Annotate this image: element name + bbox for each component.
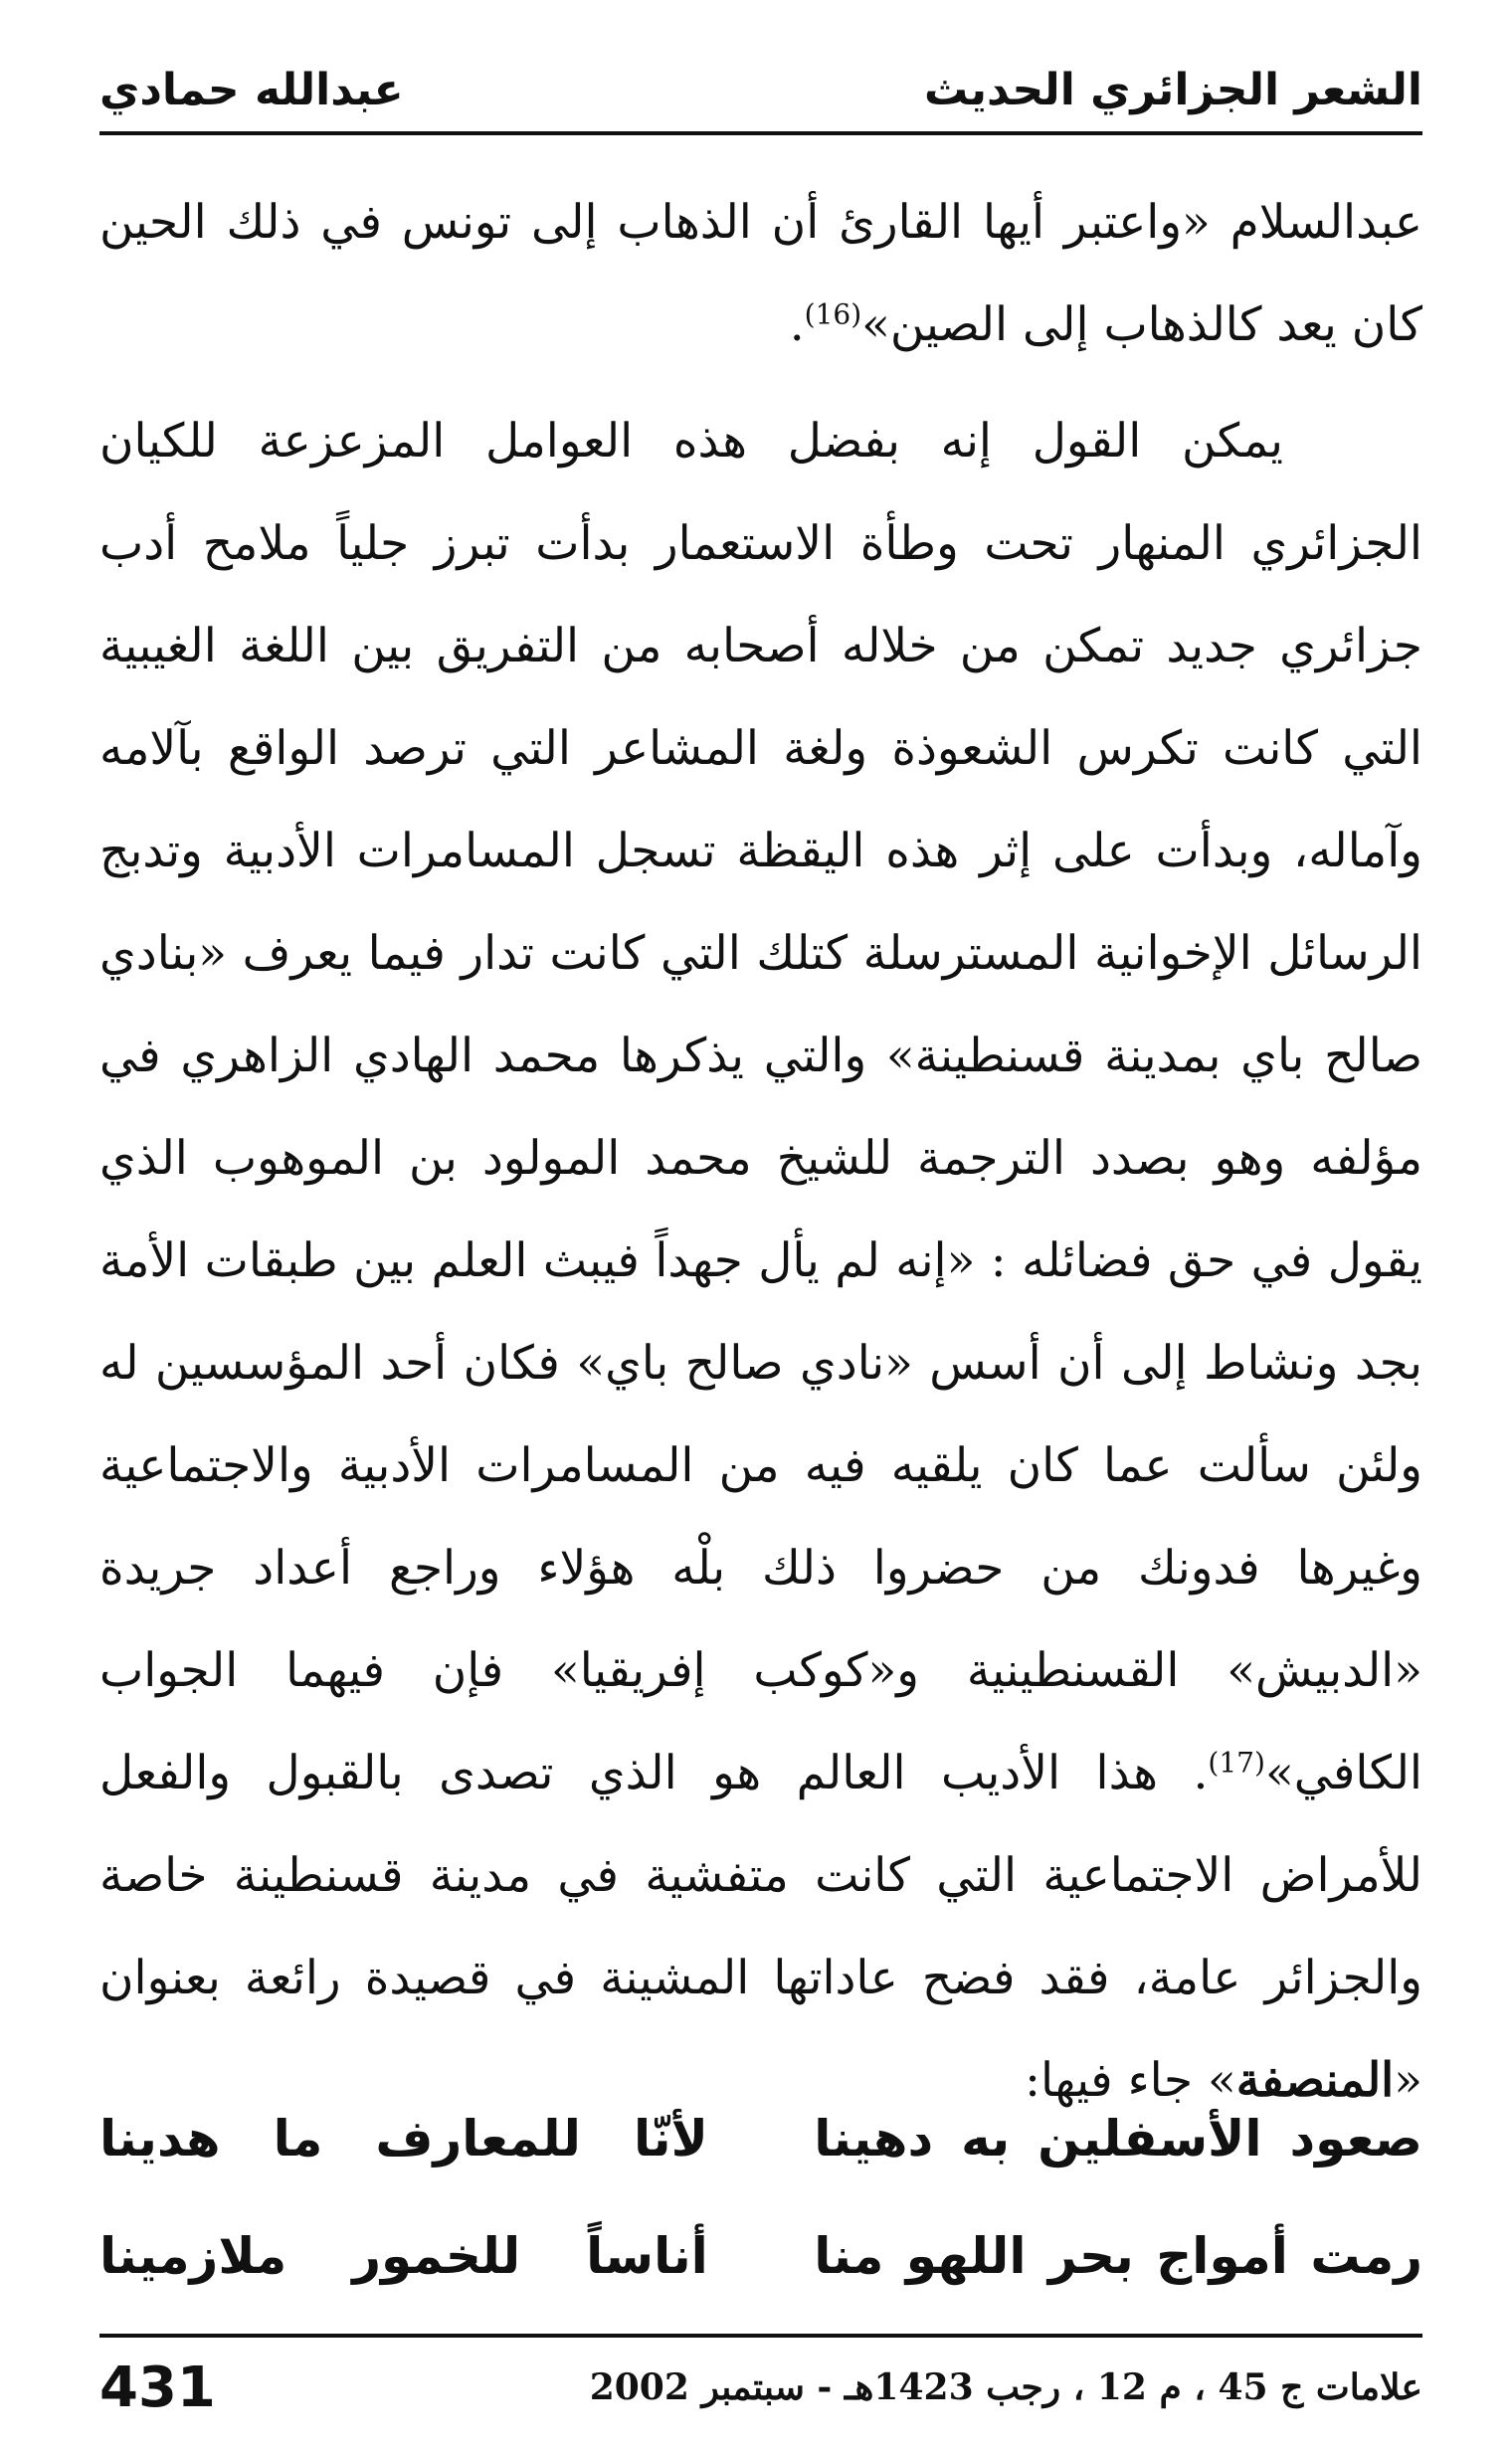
paragraph-2-continuation: . هذا الأديب العالم هو الذي تصدى بالقبول والفعل للأمراض الاجتماعية التي كانت متفشية في مدينة قسنطينة خاصة والجزائر عامة، فقد فضح عاداتها المشينة في قصيدة رائعة بعنوان « <box>99 1746 1422 2108</box>
verse-second-hemistich: أناساً للخمور ملازمينا <box>99 2227 708 2285</box>
page-number: 431 <box>99 2355 216 2420</box>
paragraph-2-end: » جاء فيها: <box>1025 2053 1236 2108</box>
paragraph-2-text: يمكن القول إنه بفضل هذه العوامل المزعزعة للكيان الجزائري المنهار تحت وطأة الاستعمار بدأت تبرز جلياً ملامح أدب جزائري جديد تمكن من خلاله أصحابه من التفريق بين اللغة الغيبية التي كانت تكرس الشعوذة ولغة المشاعر التي ترصد الواقع بآلامه وآماله، وبدأت على إثر هذه اليقظة تسجل المسامرات الأدبية وتدبج الرسائل الإخوانية المسترسلة كتلك التي كانت تدار فيما يعرف «بنادي صالح باي بمدينة قسنطينة» والتي يذكرها محمد الهادي الزاهري في مؤلفه وهو بصدد الترجمة للشيخ محمد المولود بن الموهوب الذي يقول في حق فضائله : «إنه لم يأل جهداً فيبث العلم بين طبقات الأمة بجد ونشاط إلى أن أسس «نادي صالح باي» فكان أحد المؤسسين له ولئن سألت عما كان يلقيه فيه من المسامرات الأدبية والاجتماعية وغيرها فدونك من حضروا ذلك بلْه هؤلاء وراجع أعداد جريدة «الدبيش» القسنطينية و«كوكب إفريقيا» فإن فيهما الجواب الكافي» <box>99 414 1422 1800</box>
paragraph-1 <box>99 171 1422 376</box>
poem-verse <box>99 2206 1422 2306</box>
verse-first-hemistich: رمت أمواج بحر اللهو منا <box>814 2227 1422 2285</box>
paragraph-1-text: عبدالسلام «واعتبر أيها القارئ أن الذهاب إلى تونس في ذلك الحين كان يعد كالذهاب إلى الصين» <box>99 195 1422 352</box>
journal-citation: علامات ج 45 ، م 12 ، رجب 1423هـ - سبتمبر 2002 <box>589 2366 1422 2408</box>
book-title: الشعر الجزائري الحديث <box>923 64 1422 115</box>
page-footer <box>99 2348 1422 2427</box>
running-header <box>99 50 1422 129</box>
footer-rule <box>99 2334 1422 2338</box>
author-name: عبدالله حمادي <box>99 64 404 115</box>
body-text <box>99 171 1422 2132</box>
verse-second-hemistich: لأنّا للمعارف ما هدينا <box>99 2110 708 2168</box>
paragraph-2 <box>99 390 1422 2132</box>
footnote-ref-17: (17) <box>1208 1746 1265 1780</box>
header-rule <box>99 131 1422 135</box>
poem-verse <box>99 2089 1422 2188</box>
footnote-ref-16: (16) <box>804 297 862 331</box>
poem-title: المنصفة <box>1235 2053 1395 2108</box>
paragraph-1-end: . <box>789 297 805 352</box>
verse-first-hemistich: صعود الأسفلين به دهينا <box>814 2110 1422 2168</box>
